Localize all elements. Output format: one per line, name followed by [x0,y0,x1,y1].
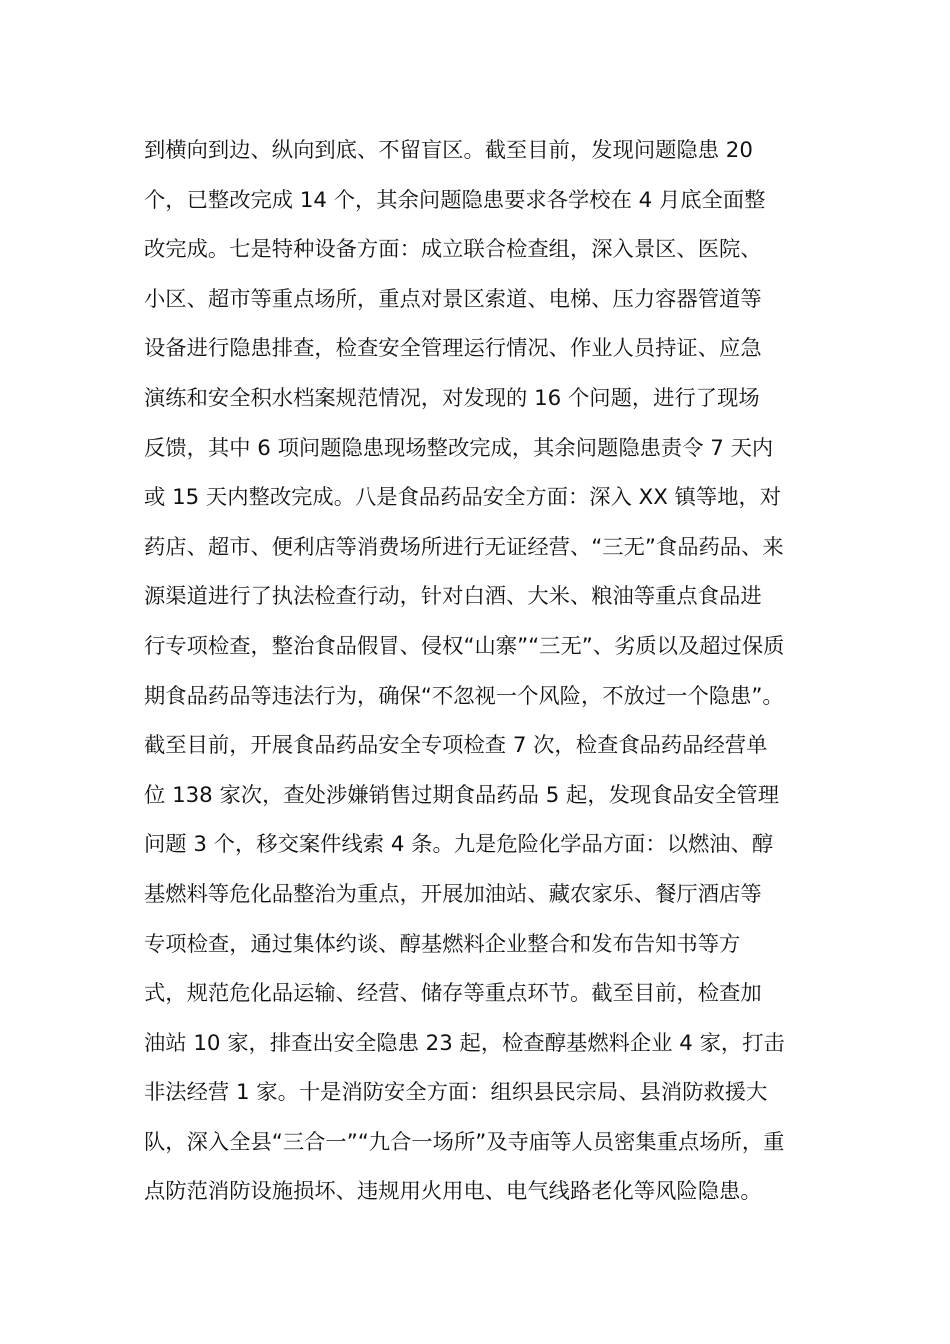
text-line-7: 反馈，其中 6 项问题隐患现场整改完成，其余问题隐患责令 7 天内 [144,435,774,461]
text-line-8: 或 15 天内整改完成。八是食品药品安全方面：深入 XX 镇等地，对 [144,485,782,511]
text-line-19: 油站 10 家，排查出安全隐患 23 起，检查醇基燃料企业 4 家，打击 [144,1030,785,1056]
text-line-22: 点防范消防设施损坏、违规用火用电、电气线路老化等风险隐患。 [144,1179,762,1205]
text-line-11: 行专项检查，整治食品假冒、侵权“山寨”“三无”、劣质以及超过保质 [144,633,785,659]
text-line-3: 改完成。七是特种设备方面：成立联合检查组，深入景区、医院、 [144,237,762,263]
text-line-21: 队，深入全县“三合一”“九合一场所”及寺庙等人员密集重点场所，重 [144,1129,785,1155]
text-line-6: 演练和安全积水档案规范情况，对发现的 16 个问题，进行了现场 [144,385,760,411]
text-line-4: 小区、超市等重点场所，重点对景区索道、电梯、压力容器管道等 [144,286,762,312]
text-line-12: 期食品药品等违法行为，确保“不忽视一个风险，不放过一个隐患”。 [144,683,784,709]
text-line-10: 源渠道进行了执法检查行动，针对白酒、大米、粮油等重点食品进 [144,584,762,610]
text-line-17: 专项检查，通过集体约谈、醇基燃料企业整合和发布告知书等方 [144,931,741,957]
body-text [144,126,812,1217]
text-line-1: 到横向到边、纵向到底、不留盲区。截至目前，发现问题隐患 20 [144,138,753,163]
text-line-16: 基燃料等危化品整治为重点，开展加油站、藏农家乐、餐厅酒店等 [144,881,762,907]
text-line-13: 截至目前，开展食品药品安全专项检查 7 次，检查食品药品经营单 [144,733,768,759]
text-line-18: 式，规范危化品运输、经营、储存等重点环节。截至目前，检查加 [144,981,762,1007]
text-line-5: 设备进行隐患排查，检查安全管理运行情况、作业人员持证、应急 [144,336,762,362]
text-line-20: 非法经营 1 家。十是消防安全方面：组织县民宗局、县消防救援大 [144,1080,768,1106]
text-line-9: 药店、超市、便利店等消费场所进行无证经营、“三无”食品药品、来 [144,534,784,560]
text-line-14: 位 138 家次，查处涉嫌销售过期食品药品 5 起，发现食品安全管理 [144,782,779,808]
text-line-2: 个，已整改完成 14 个，其余问题隐患要求各学校在 4 月底全面整 [144,187,766,213]
text-line-15: 问题 3 个，移交案件线索 4 条。九是危险化学品方面：以燃油、醇 [144,832,774,858]
